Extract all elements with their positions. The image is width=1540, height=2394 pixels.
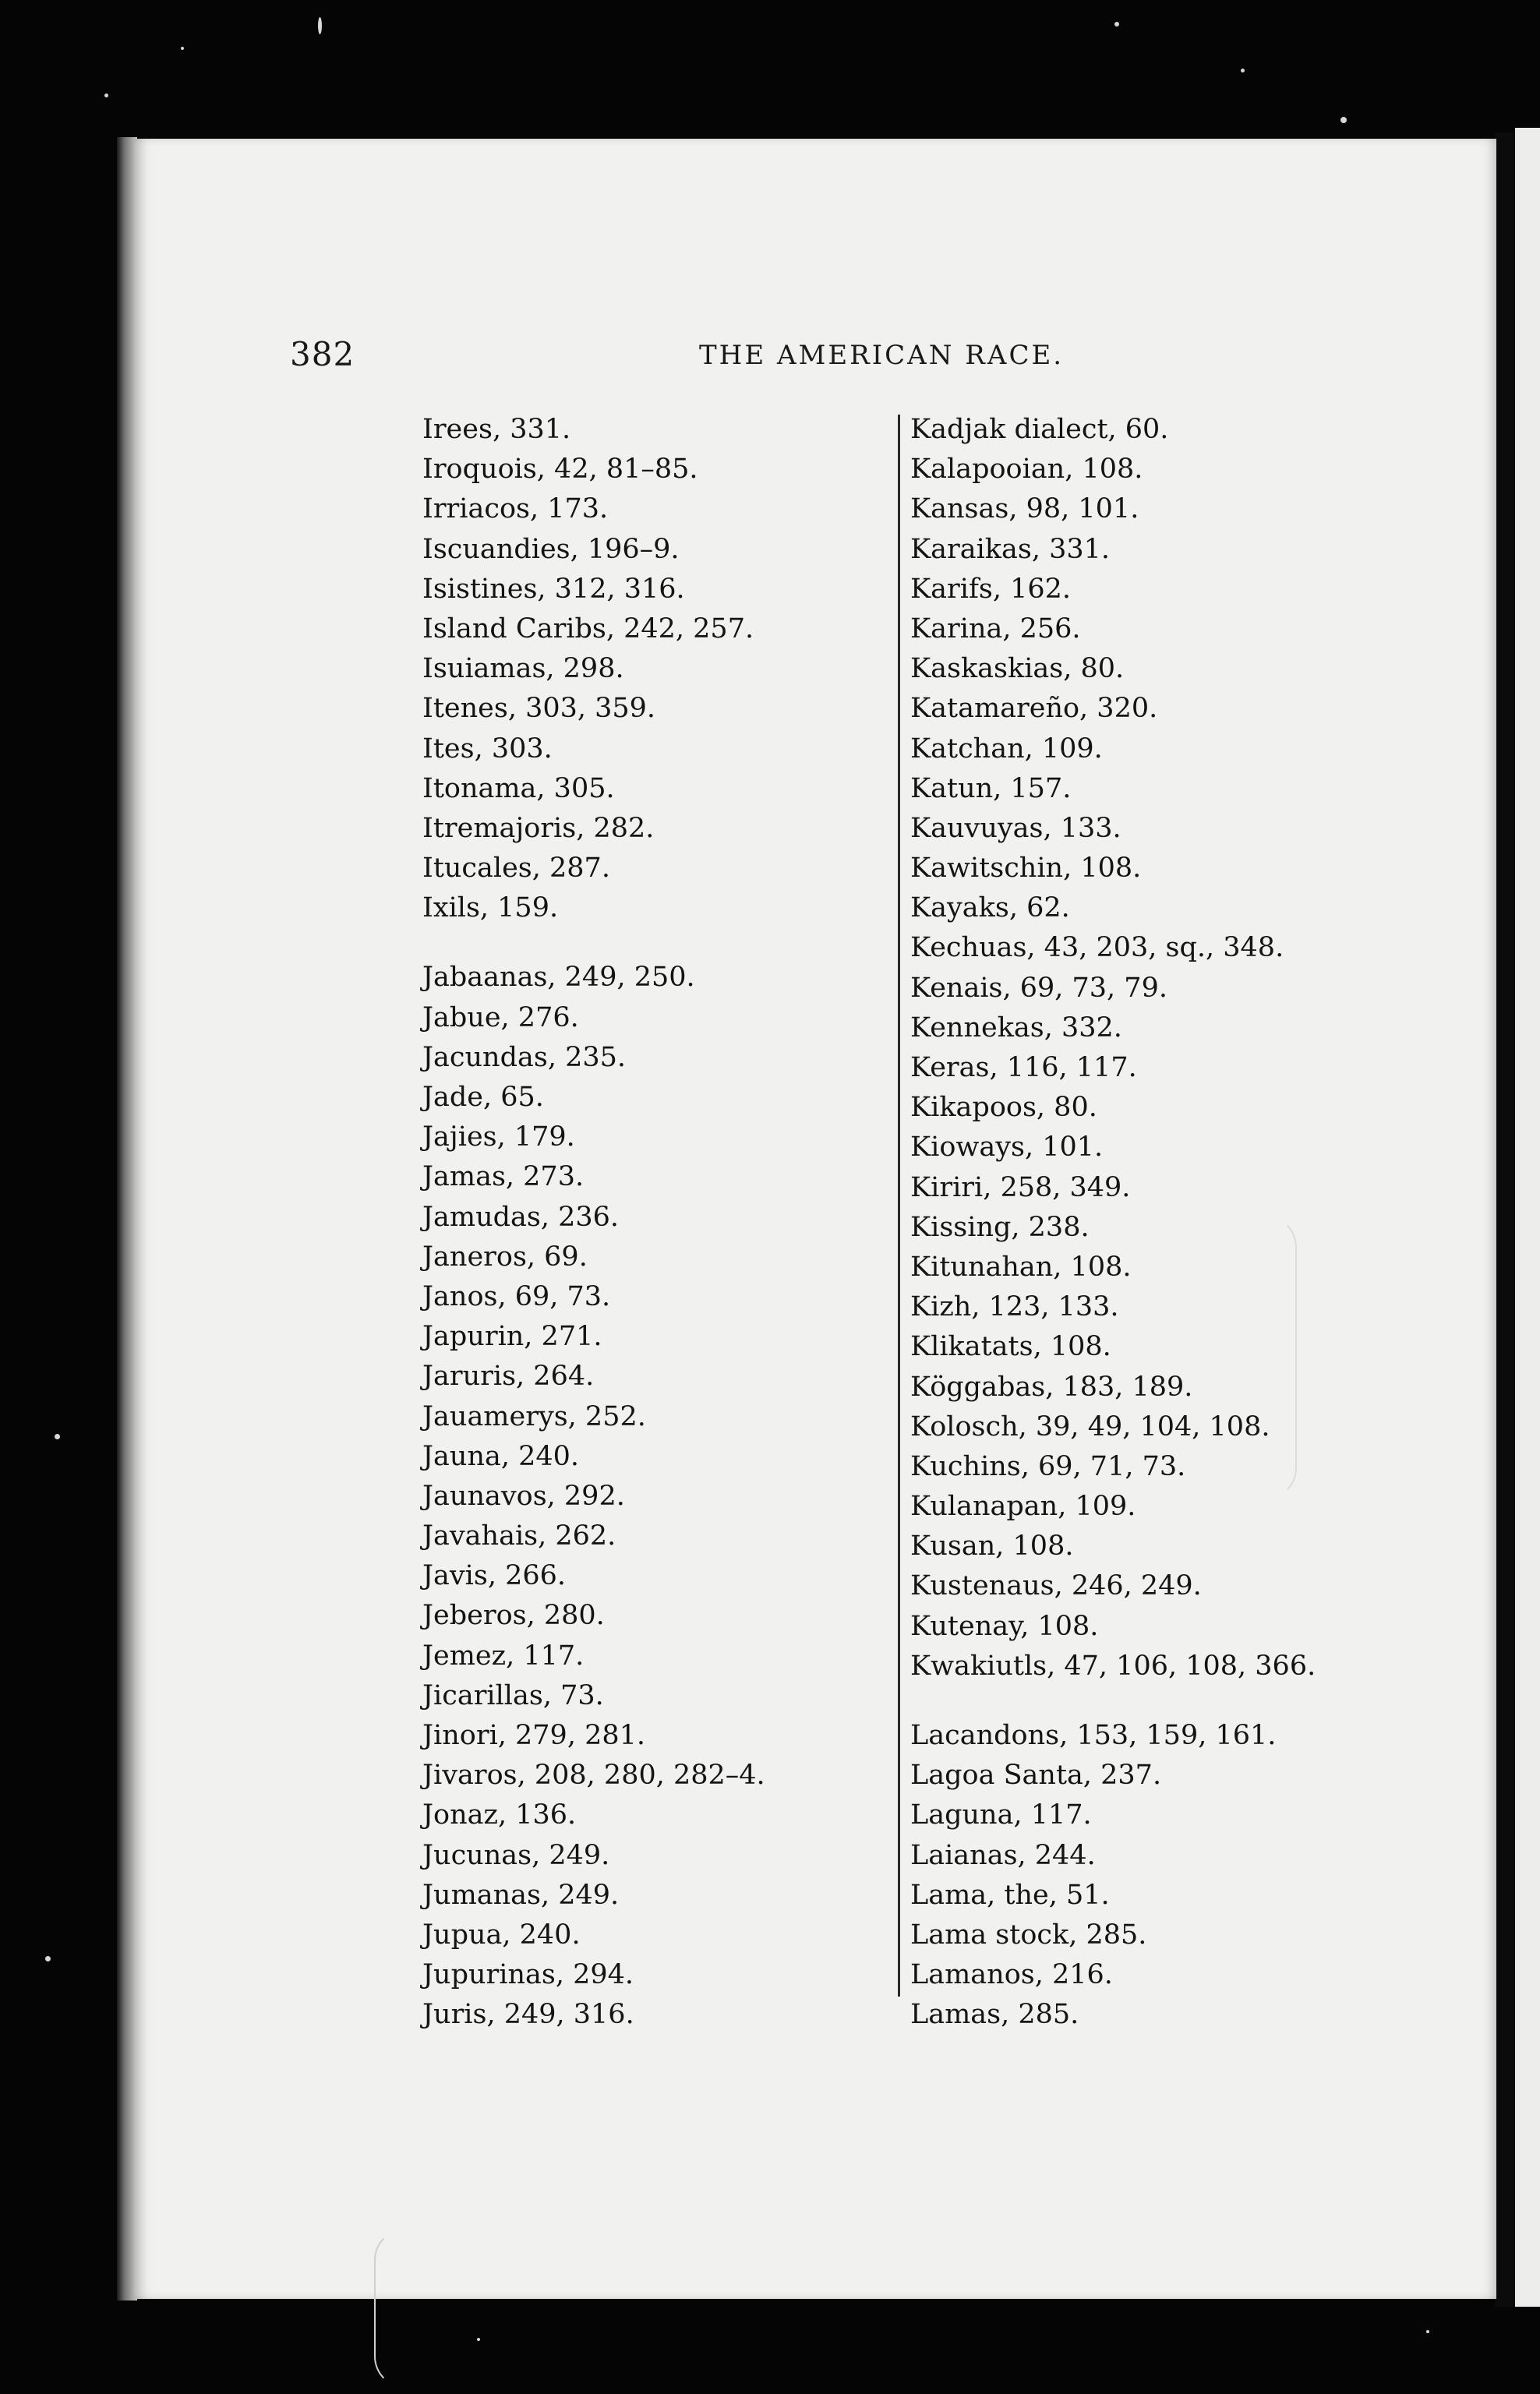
index-entry: Kansas, 98, 101. [910, 493, 1139, 525]
index-entry: Kawitschin, 108. [910, 853, 1142, 885]
page-number: 382 [290, 335, 355, 373]
dust-speck [1426, 2330, 1429, 2333]
index-entry: Kioways, 101. [910, 1132, 1104, 1163]
index-entry: Jupurinas, 294. [422, 1959, 634, 1991]
index-entry: Köggabas, 183, 189. [910, 1371, 1193, 1403]
index-entry: Kwakiutls, 47, 106, 108, 366. [910, 1650, 1316, 1682]
index-entry: Jucunas, 249. [422, 1839, 610, 1871]
dust-speck [1114, 22, 1119, 26]
index-entry: Kutenay, 108. [910, 1610, 1099, 1642]
index-entry: Irriacos, 173. [422, 493, 609, 525]
index-column-left [422, 410, 859, 2036]
index-entry: Katchan, 109. [910, 733, 1103, 764]
dust-speck [1241, 69, 1245, 72]
index-entry: Japurin, 271. [422, 1321, 602, 1353]
letter-group-gap [422, 928, 859, 958]
index-entry: Jicarillas, 73. [422, 1679, 604, 1711]
dust-speck [318, 17, 322, 34]
index-entry: Karifs, 162. [910, 573, 1072, 605]
index-entry: Kikapoos, 80. [910, 1092, 1097, 1124]
index-entry: Kiriri, 258, 349. [910, 1171, 1131, 1203]
dust-speck [1340, 117, 1347, 123]
index-entry: Kitunahan, 108. [910, 1251, 1132, 1283]
index-entry: Jauamerys, 252. [422, 1400, 646, 1432]
index-entry: Iscuandies, 196–9. [422, 533, 680, 565]
index-entry: Island Caribs, 242, 257. [422, 613, 754, 644]
running-title: THE AMERICAN RACE. [699, 340, 1065, 371]
index-entry: Kauvuyas, 133. [910, 812, 1121, 844]
index-entry: Jaruris, 264. [422, 1361, 595, 1393]
index-entry: Javis, 266. [422, 1560, 567, 1592]
index-entry: Irees, 331. [422, 414, 571, 445]
index-entry: Kulanapan, 109. [910, 1491, 1136, 1523]
index-entry: Isistines, 312, 316. [422, 573, 685, 605]
index-entry: Jaunavos, 292. [422, 1480, 625, 1512]
letter-group-gap [910, 1686, 1393, 1716]
index-column-right [910, 410, 1393, 2036]
index-entry: Jupua, 240. [422, 1919, 581, 1951]
index-entry: Kechuas, 43, 203, sq., 348. [910, 932, 1284, 964]
index-entry: Ixils, 159. [422, 892, 559, 924]
index-entry: Jumanas, 249. [422, 1879, 620, 1911]
index-entry: Janos, 69, 73. [422, 1280, 611, 1312]
index-entry: Juris, 249, 316. [422, 1999, 634, 2031]
index-entry: Lamas, 285. [910, 1999, 1079, 2031]
index-entry: Lacandons, 153, 159, 161. [910, 1720, 1277, 1751]
index-entry: Kustenaus, 246, 249. [910, 1570, 1202, 1602]
index-entry: Javahais, 262. [422, 1520, 616, 1552]
index-entry: Itonama, 305. [422, 772, 615, 804]
column-divider [898, 415, 900, 1997]
index-entry: Kayaks, 62. [910, 892, 1070, 924]
dust-speck [104, 94, 108, 97]
index-entry: Jamas, 273. [422, 1161, 585, 1193]
index-entry: Jinori, 279, 281. [422, 1720, 645, 1751]
index-entry: Jamudas, 236. [422, 1201, 620, 1233]
index-entry: Kuchins, 69, 71, 73. [910, 1450, 1186, 1482]
index-entry: Lamanos, 216. [910, 1959, 1113, 1991]
page-gutter-shadow [1495, 132, 1515, 2307]
index-entry: Kennekas, 332. [910, 1012, 1122, 1043]
index-entry: Ites, 303. [422, 733, 553, 764]
index-entry: Lama, the, 51. [910, 1879, 1110, 1911]
index-entry: Keras, 116, 117. [910, 1052, 1137, 1083]
index-entry: Jade, 65. [422, 1082, 544, 1113]
index-entry: Iroquois, 42, 81–85. [422, 454, 698, 486]
scratch-mark [374, 2229, 447, 2388]
index-entry: Jacundas, 235. [422, 1041, 626, 1073]
dust-speck [55, 1434, 60, 1439]
index-entry: Klikatats, 108. [910, 1331, 1111, 1363]
index-entry: Itucales, 287. [422, 853, 610, 885]
index-entry: Jauna, 240. [422, 1440, 580, 1472]
index-entry: Kissing, 238. [910, 1211, 1090, 1243]
index-entry: Kaskaskias, 80. [910, 653, 1125, 685]
index-entry: Jabaanas, 249, 250. [422, 962, 695, 994]
index-entry: Itremajoris, 282. [422, 812, 655, 844]
index-entry: Kenais, 69, 73, 79. [910, 972, 1167, 1004]
index-entry: Jemez, 117. [422, 1640, 585, 1672]
facing-page-edge [1515, 128, 1540, 2307]
index-entry: Jeberos, 280. [422, 1600, 605, 1632]
index-entry: Kizh, 123, 133. [910, 1291, 1119, 1323]
dust-speck [45, 1956, 51, 1961]
index-entry: Karina, 256. [910, 613, 1081, 644]
index-entry: Kolosch, 39, 49, 104, 108. [910, 1411, 1270, 1442]
index-entry: Janeros, 69. [422, 1241, 588, 1273]
index-entry: Karaikas, 331. [910, 533, 1111, 565]
index-entry: Isuiamas, 298. [422, 653, 624, 685]
index-entry: Kalapooian, 108. [910, 454, 1143, 486]
index-entry: Itenes, 303, 359. [422, 693, 656, 725]
index-entry: Kadjak dialect, 60. [910, 414, 1169, 445]
dust-speck [181, 47, 184, 50]
dust-speck [477, 2338, 480, 2341]
index-entry: Laguna, 117. [910, 1799, 1092, 1831]
index-entry: Kusan, 108. [910, 1531, 1074, 1562]
index-entry: Katun, 157. [910, 772, 1072, 804]
index-entry: Jajies, 179. [422, 1121, 575, 1153]
index-entry: Jivaros, 208, 280, 282–4. [422, 1760, 765, 1792]
index-entry: Lama stock, 285. [910, 1919, 1147, 1951]
index-entry: Laianas, 244. [910, 1839, 1096, 1871]
index-entry: Lagoa Santa, 237. [910, 1760, 1162, 1792]
index-entry: Jonaz, 136. [422, 1799, 577, 1831]
index-entry: Katamareño, 320. [910, 693, 1158, 725]
index-entry: Jabue, 276. [422, 1001, 579, 1033]
